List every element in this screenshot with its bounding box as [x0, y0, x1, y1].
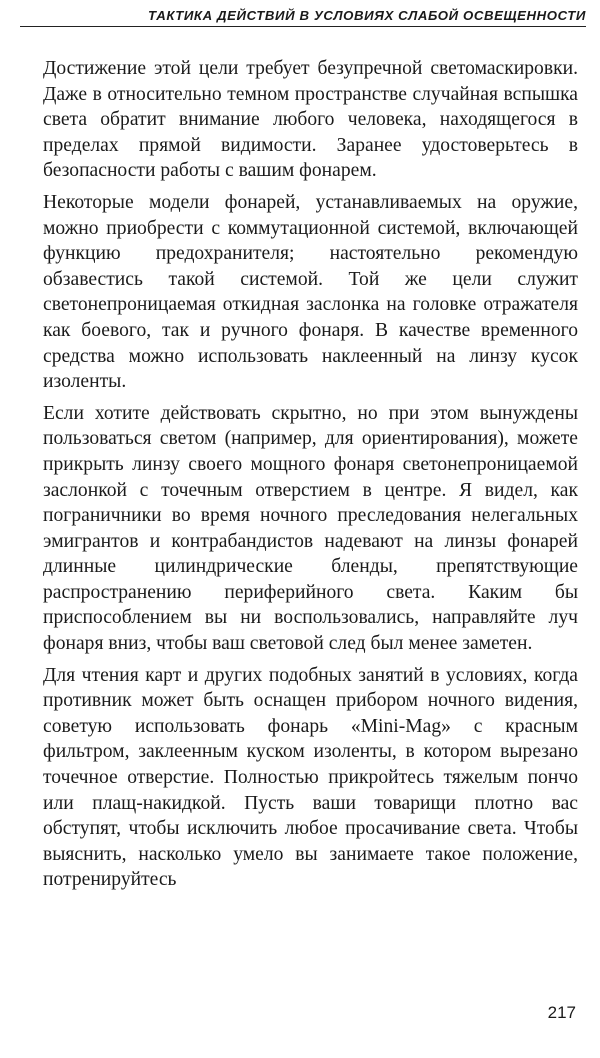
page-number: 217: [547, 1003, 576, 1022]
paragraph-1: Достижение этой цели требует безупречной светомаскировки. Даже в относительно темном пространстве случайная вспышка света обратит внимание любого человека, находящегося в пределах прямой видимости. Заранее удостоверьтесь в безопасности работы с вашим фонарем.: [43, 58, 578, 182]
paragraph-4: Для чтения карт и других подобных занятий в условиях, когда противник может быть оснащен прибором ночного видения, советую использовать фонарь «Mini-Mag» с красным фильтром, заклеенным куском изоленты, в котором вырезано точечное отверстие. Полностью прикройтесь тяжелым пончо или плащ-накидкой. Пусть ваши товарищи плотно вас обступят, чтобы исключить любое просачивание света. Чтобы выяснить, насколько умело вы занимаете такое положение, потренируйтесь: [43, 664, 578, 891]
page-body: [43, 56, 578, 893]
running-header: ТАКТИКА ДЕЙСТВИЙ В УСЛОВИЯХ СЛАБОЙ ОСВЕЩЕННОСТИ: [20, 8, 586, 27]
paragraph-2: Некоторые модели фонарей, устанавливаемых на оружие, можно приобрести с коммутационной системой, включающей функцию предохранителя; настоятельно рекомендую обзавестись такой системой. Той же цели служит светонепроницаемая откидная заслонка на головке отражателя как боевого, так и ручного фонаря. В качестве временного средства можно использовать наклеенный на линзу кусок изоленты.: [43, 191, 578, 393]
paragraph-3: Если хотите действовать скрытно, но при этом вынуждены пользоваться светом (например, для ориентирования), можете прикрыть линзу своего мощного фонаря светонепроницаемой заслонкой с точечным отверстием в центре. Я видел, как пограничники во время ночного преследования нелегальных эмигрантов и контрабандистов надевают на линзы фонарей длинные цилиндрические бленды, препятствующие распространению периферийного света. Каким бы приспособлением вы ни воспользовались, направляйте луч фонаря вниз, чтобы ваш световой след был менее заметен.: [43, 402, 578, 655]
